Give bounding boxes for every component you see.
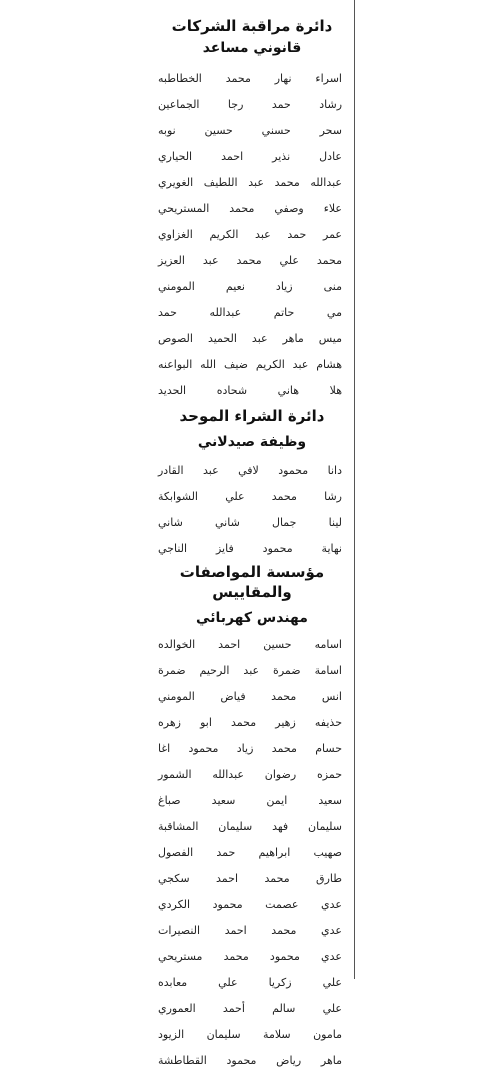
list-item: محمد علي محمد عبد العزيز [158, 254, 342, 267]
list-item: اسراء نهار محمد الخطاطبه [158, 72, 342, 85]
list-item: اسامه حسين احمد الخوالده [158, 638, 342, 651]
names-list [150, 632, 354, 1074]
list-item: سليمان فهد سليمان المشاقبة [158, 820, 342, 833]
list-item: اسامة ضمرة عبد الرحيم ضمرة [158, 664, 342, 677]
names-list [150, 458, 354, 562]
list-item: هلا هاني شحاده الحديد [158, 384, 342, 397]
list-item: انس محمد فياض المومني [158, 690, 342, 703]
list-item: حذيفه زهير محمد ابو زهره [158, 716, 342, 729]
list-item: منى زياد نعيم المومني [158, 280, 342, 293]
announcement-column [150, 0, 355, 1067]
section-header [150, 404, 354, 452]
list-item: رشا محمد علي الشوابكة [158, 490, 342, 503]
list-item: حسام محمد زياد محمود اغا [158, 742, 342, 755]
list-item: حمزه رضوان عبدالله الشمور [158, 768, 342, 781]
list-item: عدي عصمت محمود الكردي [158, 898, 342, 911]
list-item: عدي محمود محمد مستريحي [158, 950, 342, 963]
job-title: قانوني مساعد [202, 40, 302, 56]
section-header [150, 562, 354, 628]
list-item: علي سالم أحمد العموري [158, 1002, 342, 1015]
list-item: رشاد حمد رجا الجماعين [158, 98, 342, 111]
list-item: طارق محمد احمد سكجي [158, 872, 342, 885]
section-title: دائرة الشراء الموحد [179, 407, 325, 425]
job-title: وظيفة صيدلاني [197, 434, 307, 450]
list-item: سعيد ايمن سعيد صباغ [158, 794, 342, 807]
job-title: مهندس كهربائي [196, 610, 308, 626]
list-item: عمر حمد عبد الكريم الغزاوي [158, 228, 342, 241]
list-item: علي زكريا علي معابده [158, 976, 342, 989]
list-item: لينا جمال شاني شاني [158, 516, 342, 529]
list-item: عدي محمد احمد النصيرات [158, 924, 342, 937]
list-item: ميس ماهر عبد الحميد الصوص [158, 332, 342, 345]
section-title: دائرة مراقبة الشركات [171, 17, 333, 35]
list-item: سحر حسني حسين نوبه [158, 124, 342, 137]
list-item: نهاية محمود فايز الناجي [158, 542, 342, 555]
list-item: صهيب ابراهيم حمد الفصول [158, 846, 342, 859]
list-item: عبدالله محمد عبد اللطيف الغويري [158, 176, 342, 189]
list-item: عادل نذير احمد الحياري [158, 150, 342, 163]
list-item: ماهر رياض محمود القطاطشة [158, 1054, 342, 1067]
list-item: مامون سلامة سليمان الزيود [158, 1028, 342, 1041]
names-list [150, 66, 354, 404]
list-item: هشام عبد الكريم ضيف الله البواعنه [158, 358, 342, 371]
section-header [150, 0, 354, 58]
list-item: مي حاتم عبدالله حمد [158, 306, 342, 319]
list-item: علاء وصفي محمد المستريحي [158, 202, 342, 215]
section-title: مؤسسة المواصفات والمقاييس [179, 563, 325, 601]
list-item: دانا محمود لافي عبد القادر [158, 464, 342, 477]
